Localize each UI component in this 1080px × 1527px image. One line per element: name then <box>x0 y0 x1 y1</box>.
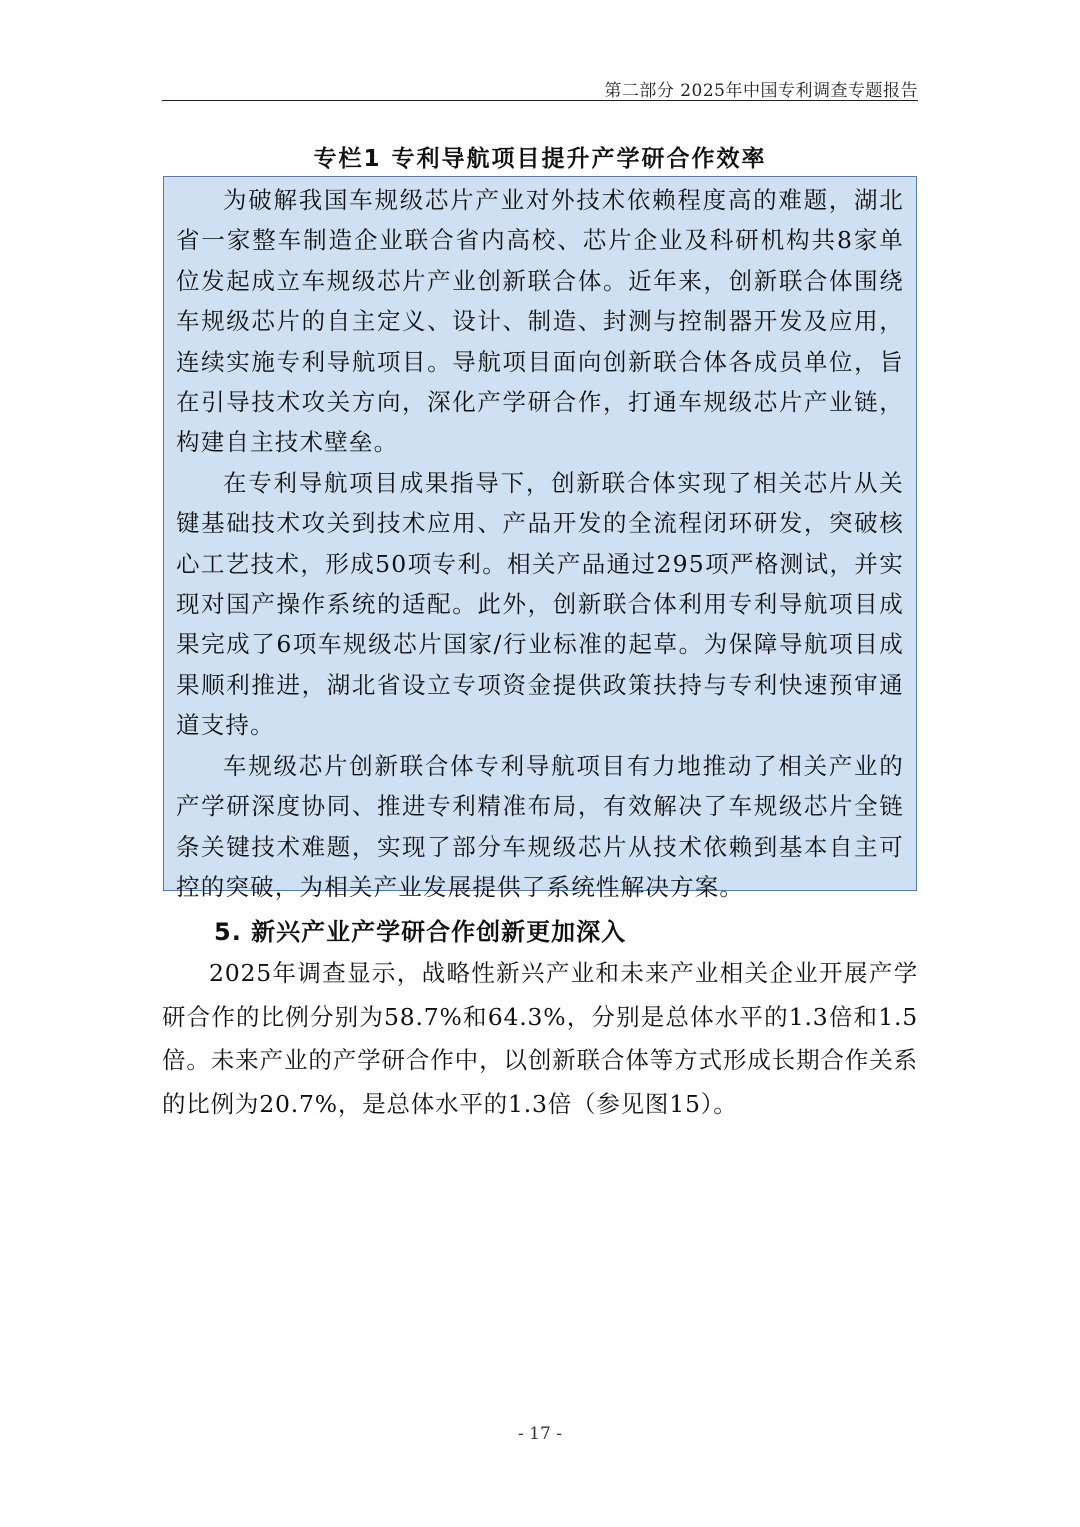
running-header: 第二部分 2025年中国专利调查专题报告 <box>604 81 918 101</box>
header-rule <box>162 100 918 101</box>
body-paragraph: 2025年调查显示，战略性新兴产业和未来产业相关企业开展产学研合作的比例分别为58.7%和64.3%，分别是总体水平的1.3倍和1.5倍。未来产业的产学研合作中，以创新联合体等方式形成长期合作关系的比例为20.7%，是总体水平的1.3倍（参见图15）。 <box>162 959 918 1118</box>
column-box-title: 专栏1 专利导航项目提升产学研合作效率 <box>313 146 767 172</box>
box-paragraph-1: 为破解我国车规级芯片产业对外技术依赖程度高的难题，湖北省一家整车制造企业联合省内高校、芯片企业及科研机构共8家单位发起成立车规级芯片产业创新联合体。近年来，创新联合体围绕车规级芯片的自主定义、设计、制造、封测与控制器开发及应用，连续实施专利导航项目。导航项目面向创新联合体各成员单位，旨在引导技术攻关方向，深化产学研合作，打通车规级芯片产业链，构建自主技术壁垒。 <box>176 186 904 457</box>
box-paragraph-2: 在专利导航项目成果指导下，创新联合体实现了相关芯片从关键基础技术攻关到技术应用、产品开发的全流程闭环研发，突破核心工艺技术，形成50项专利。相关产品通过295项严格测试，并实现对国产操作系统的适配。此外，创新联合体利用专利导航项目成果完成了6项车规级芯片国家/行业标准的起草。为保障导航项目成果顺利推进，湖北省设立专项资金提供政策扶持与专利快速预审通道支持。 <box>176 468 904 740</box>
section-heading: 5. 新兴产业产学研合作创新更加深入 <box>214 918 627 946</box>
box-paragraph-3: 车规级芯片创新联合体专利导航项目有力地推动了相关产业的产学研深度协同、推进专利精准布局，有效解决了车规级芯片全链条关键技术难题，实现了部分车规级芯片从技术依赖到基本自主可控的突破，为相关产业发展提供了系统性解决方案。 <box>176 751 904 901</box>
page-number: - 17 - <box>518 1424 562 1444</box>
column-box <box>163 176 917 901</box>
body-text <box>162 952 918 1126</box>
